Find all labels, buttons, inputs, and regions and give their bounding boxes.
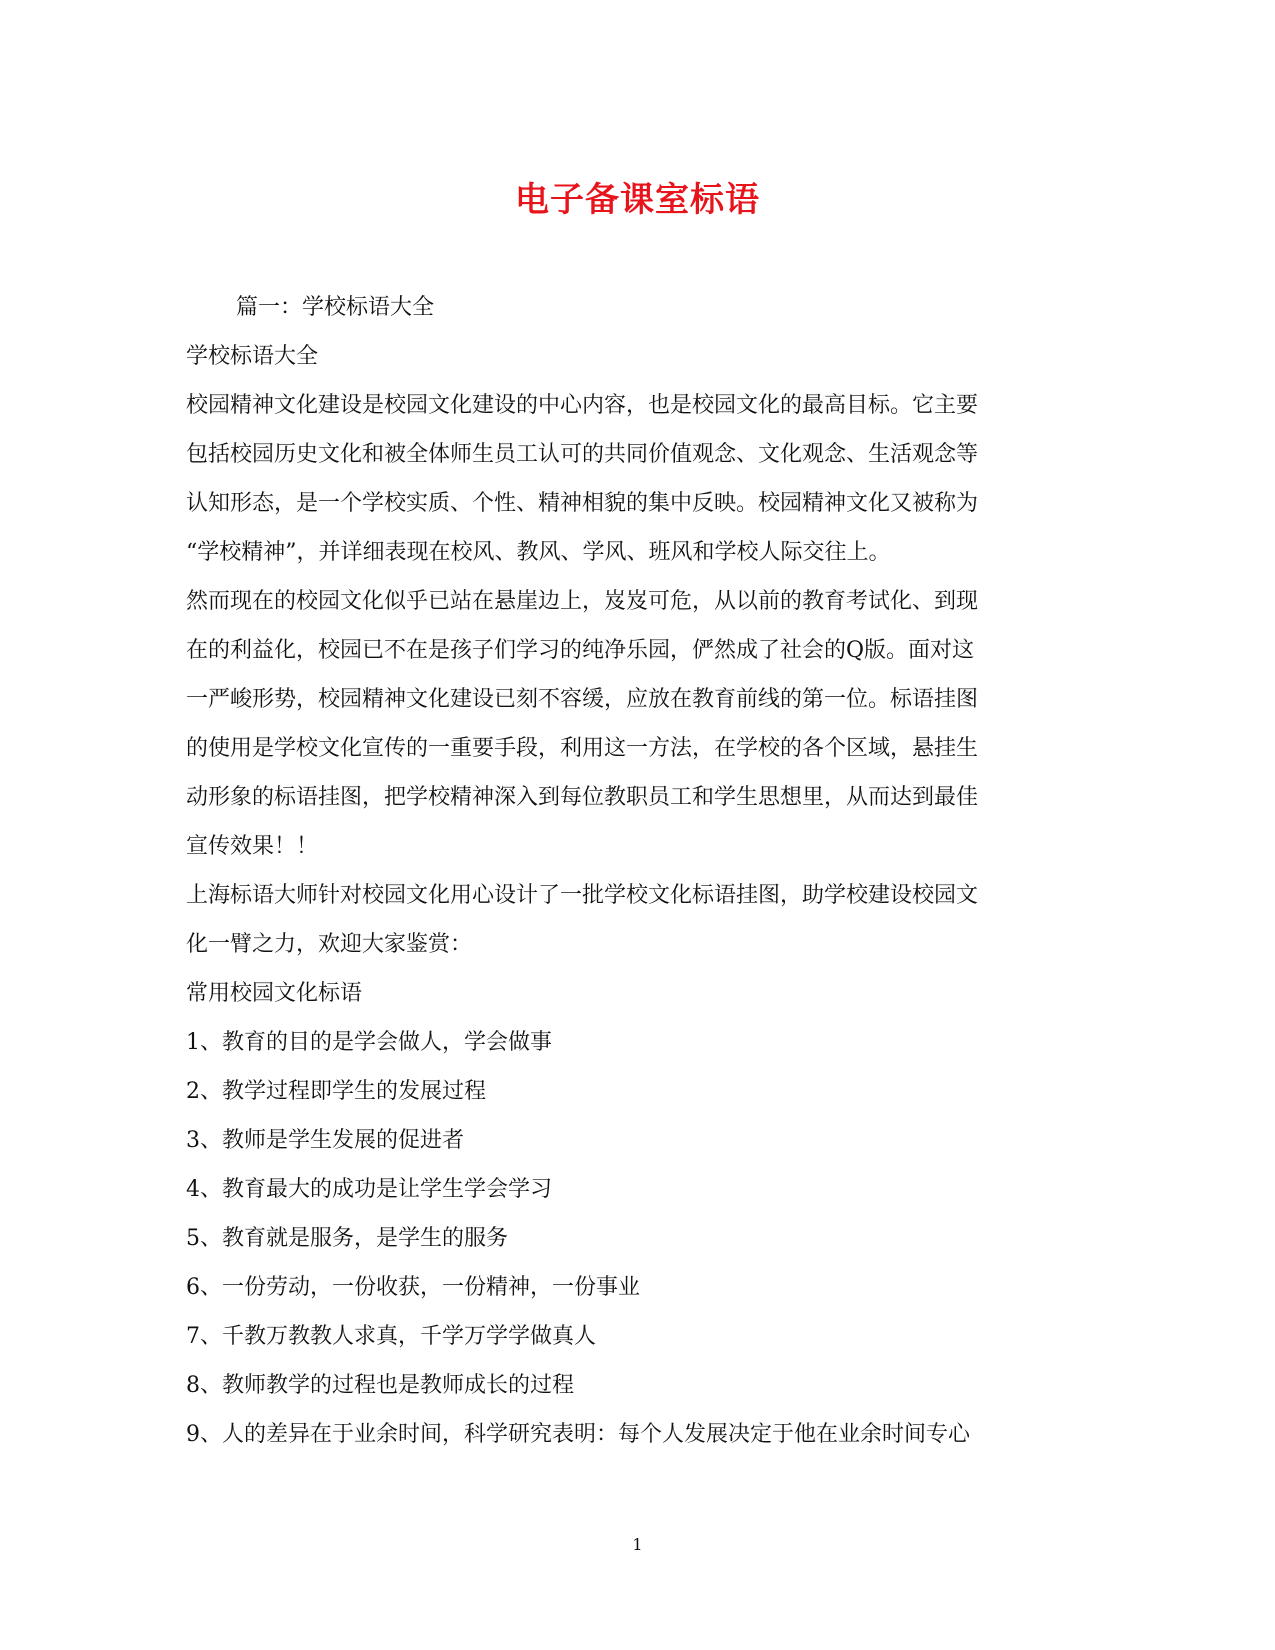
body-line: 的使用是学校文化宣传的一重要手段，利用这一方法，在学校的各个区域，悬挂生 bbox=[186, 736, 979, 761]
body-line: 校园精神文化建设是校园文化建设的中心内容，也是校园文化的最高目标。它主要 bbox=[186, 393, 979, 418]
body-line: 上海标语大师针对校园文化用心设计了一批学校文化标语挂图，助学校建设校园文 bbox=[186, 883, 979, 908]
list-item: 2、教学过程即学生的发展过程 bbox=[186, 1079, 486, 1104]
list-item: 5、教育就是服务，是学生的服务 bbox=[186, 1226, 508, 1251]
body-line: 化一臂之力，欢迎大家鉴赏： bbox=[186, 932, 473, 957]
body-line: 在的利益化，校园已不在是孩子们学习的纯净乐园，俨然成了社会的Q版。面对这 bbox=[186, 638, 975, 663]
body-line: 然而现在的校园文化似乎已站在悬崖边上，岌岌可危，从以前的教育考试化、到现 bbox=[186, 589, 979, 614]
body-line: 认知形态，是一个学校实质、个性、精神相貌的集中反映。校园精神文化又被称为 bbox=[186, 491, 979, 516]
list-heading: 常用校园文化标语 bbox=[186, 981, 363, 1006]
page-number: 1 bbox=[632, 1535, 643, 1554]
list-item: 7、千教万教教人求真，千学万学学做真人 bbox=[186, 1324, 596, 1349]
body-line: 动形象的标语挂图，把学校精神深入到每位教职员工和学生思想里，从而达到最佳 bbox=[186, 785, 979, 810]
list-item: 8、教师教学的过程也是教师成长的过程 bbox=[186, 1373, 574, 1398]
list-item: 1、教育的目的是学会做人，学会做事 bbox=[186, 1030, 552, 1055]
section-heading: 篇一：学校标语大全 bbox=[236, 295, 435, 320]
list-item: 3、教师是学生发展的促进者 bbox=[186, 1128, 464, 1153]
body-line: 学校标语大全 bbox=[186, 344, 319, 369]
body-line: 一严峻形势，校园精神文化建设已刻不容缓，应放在教育前线的第一位。标语挂图 bbox=[186, 687, 979, 712]
list-item: 6、一份劳动，一份收获，一份精神，一份事业 bbox=[186, 1275, 640, 1300]
list-item: 4、教育最大的成功是让学生学会学习 bbox=[186, 1177, 552, 1202]
body-line: 宣传效果！！ bbox=[186, 834, 319, 859]
document-title: 电子备课室标语 bbox=[515, 180, 760, 220]
list-item: 9、人的差异在于业余时间，科学研究表明：每个人发展决定于他在业余时间专心 bbox=[186, 1422, 970, 1447]
document-body bbox=[186, 283, 1091, 1459]
body-line: 包括校园历史文化和被全体师生员工认可的共同价值观念、文化观念、生活观念等 bbox=[186, 442, 979, 467]
body-line: “学校精神”，并详细表现在校风、教风、学风、班风和学校人际交往上。 bbox=[186, 540, 891, 565]
